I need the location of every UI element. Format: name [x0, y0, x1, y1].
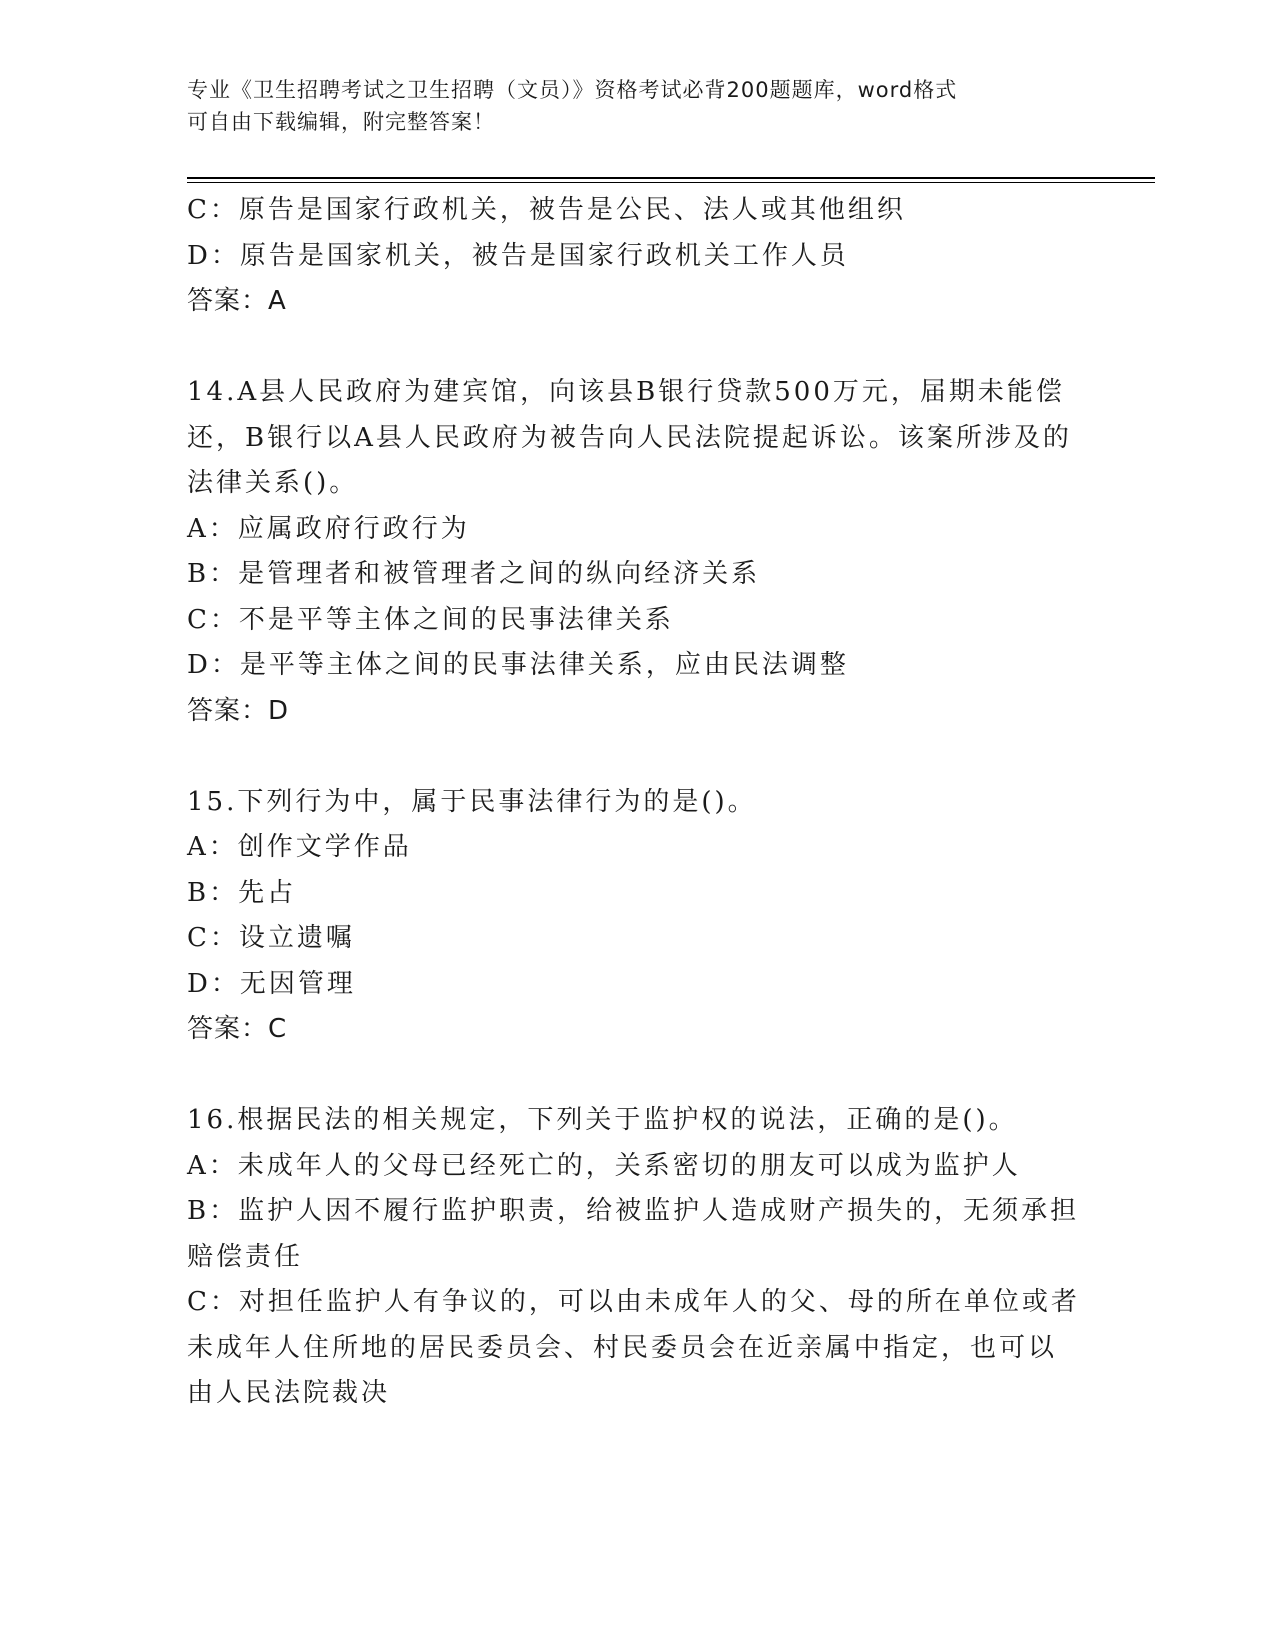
- question-text-line: B：是管理者和被管理者之间的纵向经济关系: [187, 559, 761, 589]
- question-text-line: A：创作文学作品: [187, 832, 412, 862]
- question-text-line: 15.下列行为中，属于民事法律行为的是()。: [187, 786, 757, 817]
- header-title-line-2: 可自由下载编辑，附完整答案！: [187, 110, 495, 134]
- answer-line: 答案：A: [187, 286, 287, 316]
- block-spacer: [187, 325, 1087, 371]
- answer-line: 答案：D: [187, 695, 290, 726]
- question-text-line: 法律关系()。: [187, 468, 359, 498]
- question-text-line: D：是平等主体之间的民事法律关系，应由民法调整: [187, 650, 849, 680]
- question-block: [187, 1098, 1087, 1417]
- question-text-line: 14.A县人民政府为建宾馆，向该县B银行贷款500万元，届期未能偿: [187, 377, 1065, 407]
- answer-line: 答案：C: [187, 1014, 288, 1044]
- question-text-line: C：对担任监护人有争议的，可以由未成年人的父、母的所在单位或者: [187, 1287, 1080, 1317]
- block-spacer: [187, 1053, 1087, 1099]
- question-text-line: A：未成年人的父母已经死亡的，关系密切的朋友可以成为监护人: [187, 1150, 1021, 1181]
- question-block: [187, 780, 1087, 1099]
- question-text-line: B：先占: [187, 877, 297, 908]
- question-text-line: 由人民法院裁决: [187, 1378, 391, 1408]
- question-text-line: D：原告是国家机关，被告是国家行政机关工作人员: [187, 240, 849, 271]
- question-text-line: 16.根据民法的相关规定，下列关于监护权的说法，正确的是()。: [187, 1105, 1018, 1135]
- question-text-line: D：无因管理: [187, 968, 356, 999]
- question-text-line: C：原告是国家行政机关，被告是公民、法人或其他组织: [187, 195, 906, 225]
- question-text-line: 还，B银行以A县人民政府为被告向人民法院提起诉讼。该案所涉及的: [187, 422, 1072, 453]
- block-spacer: [187, 734, 1087, 780]
- header-divider-thin: [187, 182, 1155, 183]
- question-text-line: C：不是平等主体之间的民事法律关系: [187, 604, 674, 635]
- question-text-line: 赔偿责任: [187, 1241, 304, 1272]
- header-title-line-1: 专业《卫生招聘考试之卫生招聘（文员）》资格考试必背200题题库，word格式: [187, 78, 958, 102]
- question-text-line: C：设立遗嘱: [187, 923, 355, 953]
- question-text-line: B：监护人因不履行监护职责，给被监护人造成财产损失的，无须承担: [187, 1196, 1080, 1226]
- question-block: [187, 188, 1087, 370]
- document-header: [187, 74, 1067, 138]
- question-text-line: 未成年人住所地的居民委员会、村民委员会在近亲属中指定，也可以: [187, 1332, 1058, 1363]
- question-text-line: A：应属政府行政行为: [187, 513, 470, 544]
- question-block: [187, 370, 1087, 780]
- question-list: [187, 188, 1087, 1417]
- header-divider-thick: [187, 177, 1155, 179]
